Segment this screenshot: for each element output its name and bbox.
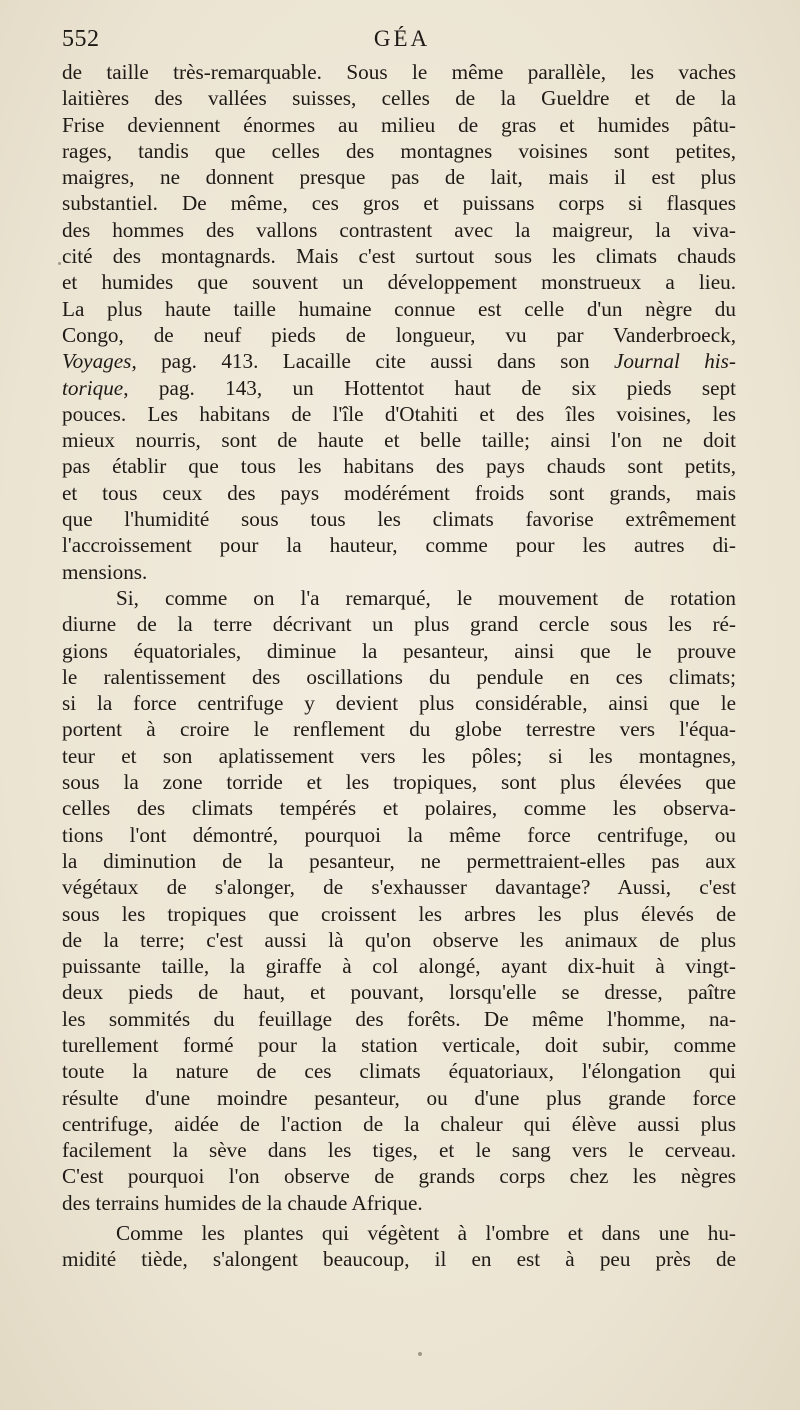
text-line: mieux nourris, sont de haute et belle taille; ainsi l'on ne doit: [62, 428, 736, 453]
text-line: deux pieds de haut, et pouvant, lorsqu'elle se dresse, paître: [62, 980, 736, 1005]
text-line: végétaux de s'alonger, de s'exhausser davantage? Aussi, c'est: [62, 875, 736, 900]
text-line: le ralentissement des oscillations du pendule en ces climats;: [62, 664, 736, 689]
text-line: la diminution de la pesanteur, ne permettraient-elles pas aux: [62, 848, 736, 873]
text-line: diurne de la terre décrivant un plus grand cercle sous les ré-: [62, 612, 736, 637]
text-line: de taille très-remarquable. Sous le même parallèle, les vaches: [62, 60, 736, 84]
text-line: et humides que souvent un développement monstrueux a lieu.: [62, 270, 736, 295]
text-line: laitières des vallées suisses, celles de la Gueldre et de la: [62, 86, 736, 111]
text-line: maigres, ne donnent presque pas de lait, mais il est plus: [62, 165, 736, 190]
text-line: celles des climats tempérés et polaires, comme les observa-: [62, 796, 736, 821]
text-line: C'est pourquoi l'on observe de grands corps chez les nègres: [62, 1164, 736, 1189]
text-line: toute la nature de ces climats équatoriaux, l'élongation qui: [62, 1059, 736, 1084]
text-line: les sommités du feuillage des forêts. De même l'homme, na-: [62, 1006, 736, 1031]
text-line: puissante taille, la giraffe à col alongé, ayant dix-huit à vingt-: [62, 954, 736, 979]
text-line: Frise deviennent énormes au milieu de gras et humides pâtu-: [62, 112, 736, 137]
running-head: [62, 26, 742, 60]
text-line: midité tiède, s'alongent beaucoup, il en est à peu près de: [62, 1247, 736, 1272]
text-line: substantiel. De même, ces gros et puissans corps si flasques: [62, 191, 736, 216]
text-line: cité des montagnards. Mais c'est surtout sous les climats chauds: [62, 244, 736, 269]
text-line: Comme les plantes qui végètent à l'ombre et dans une hu-: [116, 1221, 736, 1246]
text-line: teur et son aplatissement vers les pôles; si les montagnes,: [62, 743, 736, 768]
text-line: mensions.: [62, 559, 148, 584]
body-text: [62, 59, 736, 1273]
text-line: rages, tandis que celles des montagnes voisines sont petites,: [62, 138, 736, 163]
text-line: turellement formé pour la station verticale, doit subir, comme: [62, 1032, 736, 1057]
text-line: Voyages, pag. 413. Lacaille cite aussi dans son Journal his-: [62, 349, 736, 374]
text-line: gions équatoriales, diminue la pesanteur, ainsi que le prouve: [62, 638, 736, 663]
text-line: Si, comme on l'a remarqué, le mouvement de rotation: [116, 585, 736, 610]
text-line: portent à croire le renflement du globe terrestre vers l'équa-: [62, 717, 736, 742]
text-line: et tous ceux des pays modérément froids sont grands, mais: [62, 480, 736, 505]
text-line: des hommes des vallons contrastent avec la maigreur, la viva-: [62, 217, 736, 242]
page-number: 552: [62, 26, 100, 52]
text-line: tions l'ont démontré, pourquoi la même force centrifuge, ou: [62, 822, 736, 847]
text-line: sous les tropiques que croissent les arbres les plus élevés de: [62, 901, 736, 926]
paper-speck: [418, 1352, 422, 1356]
text-line: si la force centrifuge y devient plus considérable, ainsi que le: [62, 691, 736, 716]
text-line: centrifuge, aidée de l'action de la chaleur qui élève aussi plus: [62, 1111, 736, 1136]
text-line: pouces. Les habitans de l'île d'Otahiti et des îles voisines, les: [62, 401, 736, 426]
text-line: l'accroissement pour la hauteur, comme pour les autres di-: [62, 533, 736, 558]
text-line: que l'humidité sous tous les climats favorise extrêmement: [62, 507, 736, 532]
header-title: GÉA: [373, 26, 431, 51]
text-line: torique, pag. 143, un Hottentot haut de six pieds sept: [62, 375, 736, 400]
text-line: La plus haute taille humaine connue est celle d'un nègre du: [62, 296, 736, 321]
text-line: de la terre; c'est aussi là qu'on observe les animaux de plus: [62, 927, 736, 952]
text-line: des terrains humides de la chaude Afrique.: [62, 1190, 423, 1215]
paper-speck: [58, 262, 61, 265]
text-line: sous la zone torride et les tropiques, sont plus élevées que: [62, 770, 736, 795]
text-line: Congo, de neuf pieds de longueur, vu par Vanderbroeck,: [62, 322, 736, 347]
text-line: facilement la sève dans les tiges, et le sang vers le cerveau.: [62, 1138, 736, 1163]
text-line: pas établir que tous les habitans des pays chauds sont petits,: [62, 454, 736, 479]
text-line: résulte d'une moindre pesanteur, ou d'une plus grande force: [62, 1085, 736, 1110]
